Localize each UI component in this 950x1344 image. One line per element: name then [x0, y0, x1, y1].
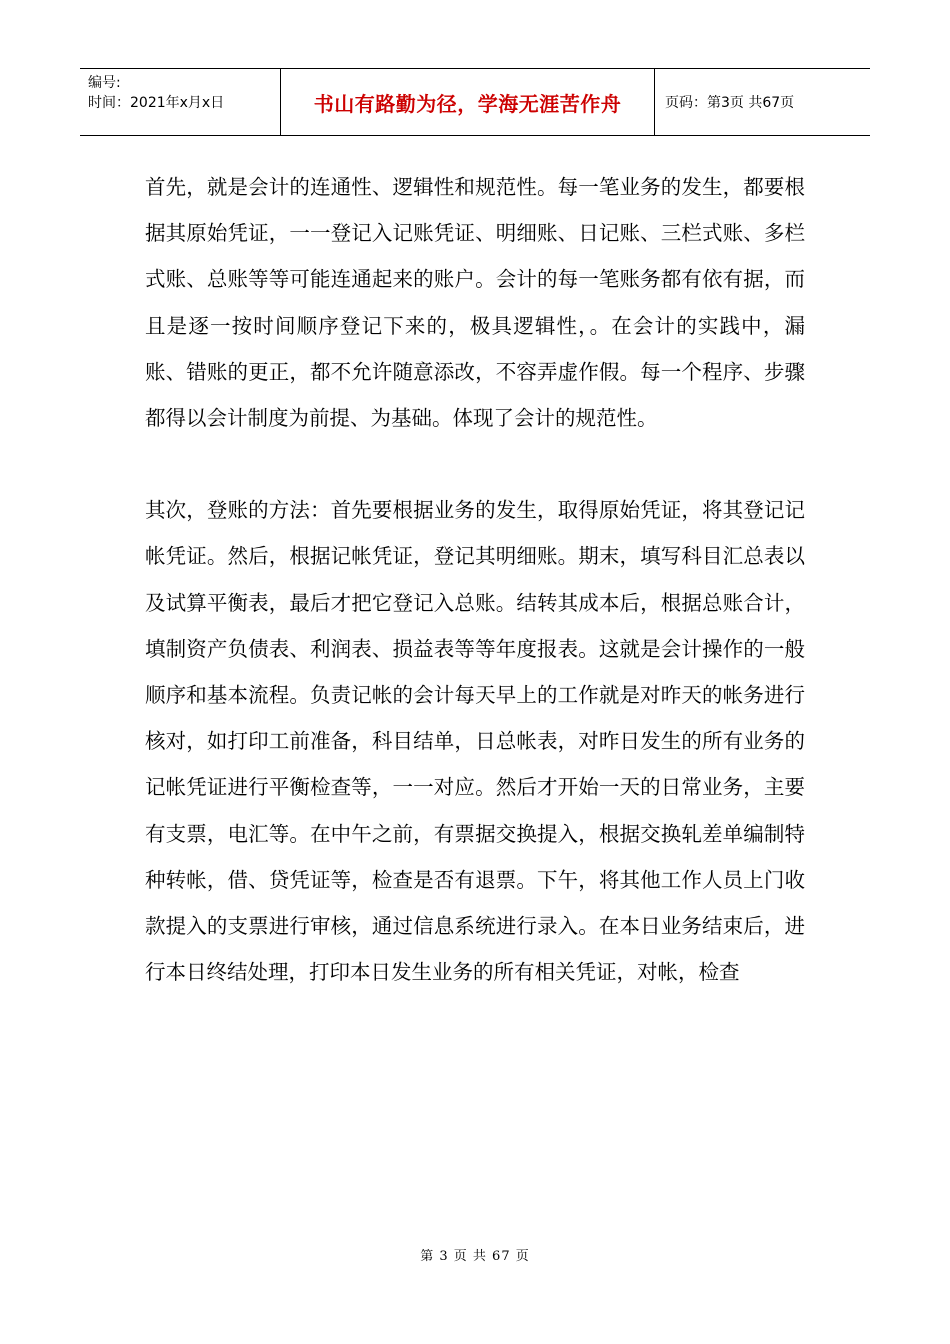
header-page-info: 页码：第3页 共67页: [665, 95, 795, 111]
header-motto-cell: [281, 69, 655, 135]
date-label: 时间：2021年x月x日: [88, 95, 225, 111]
header-meta-cell: [80, 69, 281, 135]
page-footer: [0, 1245, 950, 1264]
motto-text: 书山有路勤为径，学海无涯苦作舟: [313, 91, 622, 116]
document-body: [145, 164, 805, 995]
header-page-cell: [655, 69, 870, 135]
page-header: [80, 68, 870, 136]
paragraph-1: 首先，就是会计的连通性、逻辑性和规范性。每一笔业务的发生，都要根据其原始凭证，一一登记入记账凭证、明细账、日记账、三栏式账、多栏式账、总账等等可能连通起来的账户。会计的每一笔账务都有依有据，而且是逐一按时间顺序登记下来的，极具逻辑性，。在会计的实践中，漏账、错账的更正，都不允许随意添改，不容弄虚作假。每一个程序、步骤都得以会计制度为前提、为基础。体现了会计的规范性。: [145, 175, 805, 431]
paragraph-2: 其次，登账的方法：首先要根据业务的发生，取得原始凭证，将其登记记帐凭证。然后，根据记帐凭证，登记其明细账。期末，填写科目汇总表以及试算平衡表，最后才把它登记入总账。结转其成本后，根据总账合计，填制资产负债表、利润表、损益表等等年度报表。这就是会计操作的一般顺序和基本流程。负责记帐的会计每天早上的工作就是对昨天的帐务进行核对，如打印工前准备，科目结单，日总帐表，对昨日发生的所有业务的记帐凭证进行平衡检查等，一一对应。然后才开始一天的日常业务，主要有支票，电汇等。在中午之前，有票据交换提入，根据交换轧差单编制特种转帐，借、贷凭证等，检查是否有退票。下午，将其他工作人员上门收款提入的支票进行审核，通过信息系统进行录入。在本日业务结束后，进行本日终结处理，打印本日发生业务的所有相关凭证，对帐，检查: [145, 498, 805, 985]
footer-page-number: 第 3 页 共 67 页: [420, 1249, 530, 1264]
serial-number-label: 编号:: [88, 75, 121, 91]
